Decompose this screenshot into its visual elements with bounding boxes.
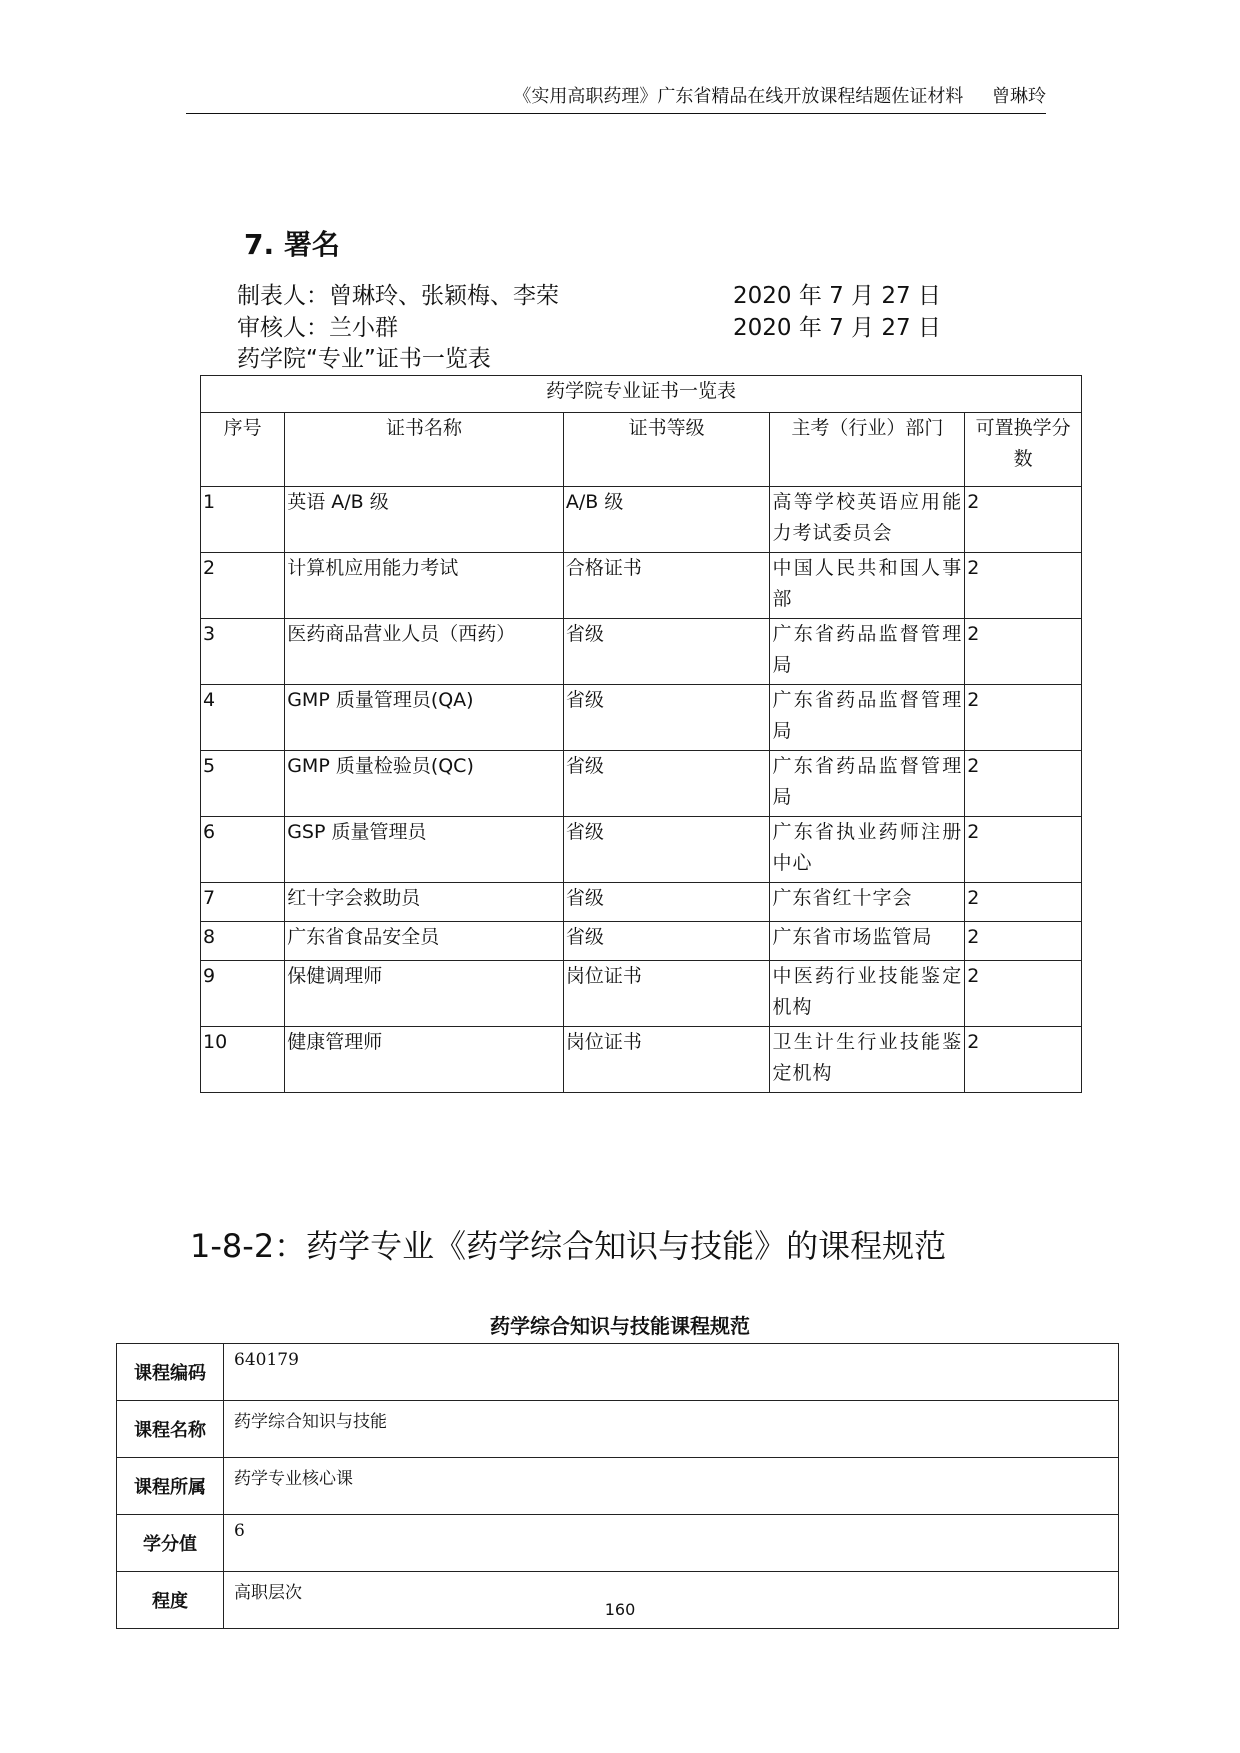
cell-index: 10 bbox=[201, 1027, 285, 1093]
cell-cert-level: 岗位证书 bbox=[563, 1027, 770, 1093]
cell-cert-name: GSP 质量管理员 bbox=[285, 817, 564, 883]
cell-department: 广东省执业药师注册中心 bbox=[770, 817, 965, 883]
header-department: 主考（行业）部门 bbox=[770, 413, 965, 487]
spec-title: 药学综合知识与技能课程规范 bbox=[490, 1314, 750, 1338]
header-rule bbox=[186, 113, 1046, 114]
cell-credits: 2 bbox=[965, 487, 1082, 553]
cell-cert-name: 医药商品营业人员（西药） bbox=[285, 619, 564, 685]
spec-key: 课程编码 bbox=[117, 1344, 224, 1401]
header-title: 《实用高职药理》广东省精品在线开放课程结题佐证材料 bbox=[513, 86, 964, 107]
cell-department: 广东省市场监管局 bbox=[770, 922, 965, 961]
cell-cert-level: 省级 bbox=[563, 922, 770, 961]
table-row bbox=[201, 817, 1082, 883]
certificate-rows bbox=[201, 487, 1082, 1093]
cell-cert-name: 健康管理师 bbox=[285, 1027, 564, 1093]
cell-cert-name: 英语 A/B 级 bbox=[285, 487, 564, 553]
cell-cert-name: GMP 质量管理员(QA) bbox=[285, 685, 564, 751]
spec-key: 学分值 bbox=[117, 1515, 224, 1572]
cell-cert-name: 保健调理师 bbox=[285, 961, 564, 1027]
cell-index: 5 bbox=[201, 751, 285, 817]
table-row bbox=[201, 1027, 1082, 1093]
spec-key: 课程名称 bbox=[117, 1401, 224, 1458]
cell-cert-name: 红十字会救助员 bbox=[285, 883, 564, 922]
table-row bbox=[201, 922, 1082, 961]
table-header-row bbox=[201, 413, 1082, 487]
table-caption: 药学院专业证书一览表 bbox=[201, 376, 1082, 413]
cell-cert-level: 省级 bbox=[563, 817, 770, 883]
table-caption-row bbox=[201, 376, 1082, 413]
cell-credits: 2 bbox=[965, 553, 1082, 619]
cell-index: 9 bbox=[201, 961, 285, 1027]
spec-row bbox=[117, 1515, 1119, 1572]
cell-cert-level: 合格证书 bbox=[563, 553, 770, 619]
cell-index: 2 bbox=[201, 553, 285, 619]
cell-department: 广东省药品监督管理局 bbox=[770, 751, 965, 817]
maker-line: 制表人：曾琳玲、张颖梅、李荣 bbox=[237, 283, 559, 309]
cell-department: 广东省药品监督管理局 bbox=[770, 619, 965, 685]
cell-cert-level: 岗位证书 bbox=[563, 961, 770, 1027]
cell-index: 1 bbox=[201, 487, 285, 553]
page-number: 160 bbox=[604, 1600, 636, 1619]
cell-index: 8 bbox=[201, 922, 285, 961]
table-intro: 药学院“专业”证书一览表 bbox=[237, 346, 491, 372]
cell-index: 3 bbox=[201, 619, 285, 685]
course-spec-rows bbox=[117, 1344, 1119, 1629]
header-cert-level: 证书等级 bbox=[563, 413, 770, 487]
spec-row bbox=[117, 1401, 1119, 1458]
cell-credits: 2 bbox=[965, 1027, 1082, 1093]
header-credits: 可置换学分数 bbox=[965, 413, 1082, 487]
reviewer-line: 审核人：兰小群 bbox=[237, 315, 398, 341]
cell-department: 广东省红十字会 bbox=[770, 883, 965, 922]
table-row bbox=[201, 553, 1082, 619]
cell-index: 6 bbox=[201, 817, 285, 883]
certificate-table bbox=[200, 375, 1082, 1093]
cell-credits: 2 bbox=[965, 685, 1082, 751]
table-row bbox=[201, 487, 1082, 553]
spec-value: 药学综合知识与技能 bbox=[224, 1401, 1119, 1458]
cell-cert-name: 计算机应用能力考试 bbox=[285, 553, 564, 619]
cell-credits: 2 bbox=[965, 619, 1082, 685]
course-heading: 1-8-2：药学专业《药学综合知识与技能》的课程规范 bbox=[190, 1227, 947, 1265]
cell-credits: 2 bbox=[965, 961, 1082, 1027]
spec-key: 程度 bbox=[117, 1572, 224, 1629]
cell-cert-level: 省级 bbox=[563, 619, 770, 685]
spec-value: 高职层次 bbox=[224, 1572, 1119, 1629]
cell-cert-name: 广东省食品安全员 bbox=[285, 922, 564, 961]
cell-department: 广东省药品监督管理局 bbox=[770, 685, 965, 751]
cell-index: 7 bbox=[201, 883, 285, 922]
cell-credits: 2 bbox=[965, 817, 1082, 883]
section-title: 7. 署名 bbox=[244, 228, 340, 261]
cell-credits: 2 bbox=[965, 883, 1082, 922]
spec-value: 640179 bbox=[224, 1344, 1119, 1401]
maker-date: 2020 年 7 月 27 日 bbox=[733, 283, 941, 309]
cell-cert-level: 省级 bbox=[563, 751, 770, 817]
cell-department: 中国人民共和国人事部 bbox=[770, 553, 965, 619]
cell-department: 卫生计生行业技能鉴定机构 bbox=[770, 1027, 965, 1093]
header-author: 曾琳玲 bbox=[992, 86, 1046, 107]
table-row bbox=[201, 619, 1082, 685]
cell-department: 中医药行业技能鉴定机构 bbox=[770, 961, 965, 1027]
header-cert-name: 证书名称 bbox=[285, 413, 564, 487]
table-row bbox=[201, 685, 1082, 751]
spec-row bbox=[117, 1344, 1119, 1401]
cell-department: 高等学校英语应用能力考试委员会 bbox=[770, 487, 965, 553]
reviewer-date: 2020 年 7 月 27 日 bbox=[733, 315, 941, 341]
page-header bbox=[186, 86, 1046, 108]
cell-credits: 2 bbox=[965, 751, 1082, 817]
cell-index: 4 bbox=[201, 685, 285, 751]
course-spec-table bbox=[116, 1343, 1119, 1629]
header-index: 序号 bbox=[201, 413, 285, 487]
cell-cert-level: A/B 级 bbox=[563, 487, 770, 553]
spec-value: 药学专业核心课 bbox=[224, 1458, 1119, 1515]
cell-cert-level: 省级 bbox=[563, 685, 770, 751]
cell-cert-name: GMP 质量检验员(QC) bbox=[285, 751, 564, 817]
table-row bbox=[201, 751, 1082, 817]
cell-cert-level: 省级 bbox=[563, 883, 770, 922]
table-row bbox=[201, 883, 1082, 922]
spec-key: 课程所属 bbox=[117, 1458, 224, 1515]
spec-value: 6 bbox=[224, 1515, 1119, 1572]
spec-row bbox=[117, 1458, 1119, 1515]
cell-credits: 2 bbox=[965, 922, 1082, 961]
table-row bbox=[201, 961, 1082, 1027]
